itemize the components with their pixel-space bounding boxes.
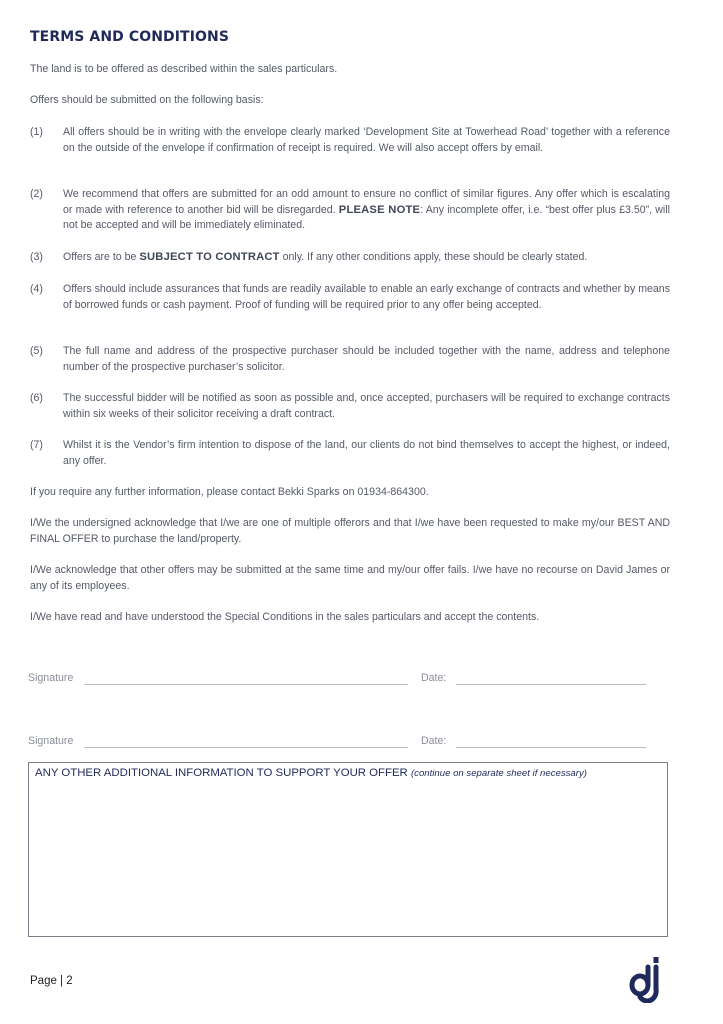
intro-line-2: Offers should be submitted on the following basis: bbox=[30, 94, 264, 106]
clause-number: (3) bbox=[30, 251, 43, 263]
acknowledgement-1: I/We the undersigned acknowledge that I/we are one of multiple offerors and that I/we have been requested to make my/our BEST AND FINAL OFFER to purchase the land/property. bbox=[30, 517, 670, 545]
clause-text: The full name and address of the prospective purchaser should be included together with the name, address and telephone number of the prospective purchaser’s solicitor. bbox=[63, 345, 670, 373]
date-field[interactable] bbox=[456, 747, 646, 748]
subject-to-contract-emphasis: SUBJECT TO CONTRACT bbox=[139, 251, 280, 263]
date-label: Date: bbox=[421, 672, 447, 684]
additional-info-box[interactable] bbox=[28, 762, 668, 937]
date-label: Date: bbox=[421, 735, 447, 747]
clause-text: All offers should be in writing with the envelope clearly marked ‘Development Site at Towerhead Road’ together with a reference on the outside of the envelope if confirmation of receipt is required. We will also accept offers by email. bbox=[63, 126, 670, 154]
clause-number: (6) bbox=[30, 392, 43, 404]
acknowledgement-2: I/We acknowledge that other offers may be submitted at the same time and my/our offer fails. I/we have no recourse on David James or any of its employees. bbox=[30, 564, 670, 592]
additional-info-note: (continue on separate sheet if necessary) bbox=[410, 768, 587, 779]
date-field[interactable] bbox=[456, 684, 646, 685]
clause-text-part: Offers are to be bbox=[63, 251, 140, 263]
clause-text-part: We recommend that offers are submitted for an odd amount to ensure no conflict of similar figures. Any offer which is escalating or made with reference to another bid will be disregarded. bbox=[63, 188, 670, 216]
contact-line: If you require any further information, please contact Bekki Sparks on 01934-864300. bbox=[30, 486, 429, 498]
clause-number: (7) bbox=[30, 439, 43, 451]
clause-text bbox=[63, 250, 670, 266]
clause-number: (1) bbox=[30, 126, 43, 138]
clause-text: Whilst it is the Vendor’s firm intention to dispose of the land, our clients do not bind themselves to accept the highest, or indeed, any offer. bbox=[63, 439, 670, 467]
clause-text: Offers should include assurances that funds are readily available to enable an early exchange of contracts and whether by means of borrowed funds or cash payment. Proof of funding will be required prior to any offer being accepted. bbox=[63, 283, 670, 311]
page-title: TERMS AND CONDITIONS bbox=[30, 29, 230, 45]
signature-field[interactable] bbox=[84, 684, 408, 685]
signature-label: Signature bbox=[28, 735, 74, 747]
clause-text-part: : Any incomplete offer, i.e. “best offer plus £3.50”, will not be accepted and will be immediately eliminated. bbox=[63, 203, 670, 231]
clause-number: (5) bbox=[30, 345, 43, 357]
page-number: Page | 2 bbox=[30, 975, 73, 987]
signature-label: Signature bbox=[28, 672, 74, 684]
clause-number: (2) bbox=[30, 188, 43, 200]
acknowledgement-3: I/We have read and have understood the Special Conditions in the sales particulars and accept the contents. bbox=[30, 611, 540, 623]
additional-info-heading-text: ANY OTHER ADDITIONAL INFORMATION TO SUPPORT YOUR OFFER bbox=[35, 767, 408, 779]
clause-number: (4) bbox=[30, 283, 43, 295]
signature-field[interactable] bbox=[84, 747, 408, 748]
intro-line-1: The land is to be offered as described within the sales particulars. bbox=[30, 63, 338, 75]
clause-text: The successful bidder will be notified as soon as possible and, once accepted, purchasers will be required to exchange contracts within six weeks of their solicitor receiving a draft contract. bbox=[63, 392, 670, 420]
dj-logo bbox=[628, 955, 668, 1003]
signature-row-2 bbox=[28, 735, 648, 751]
clause-text bbox=[63, 187, 670, 234]
dj-logo-icon bbox=[628, 955, 668, 1003]
signature-row-1 bbox=[28, 672, 648, 688]
clause-text-part: only. If any other conditions apply, these should be clearly stated. bbox=[279, 251, 588, 263]
please-note-emphasis: PLEASE NOTE bbox=[338, 203, 421, 216]
additional-info-heading bbox=[35, 767, 587, 779]
